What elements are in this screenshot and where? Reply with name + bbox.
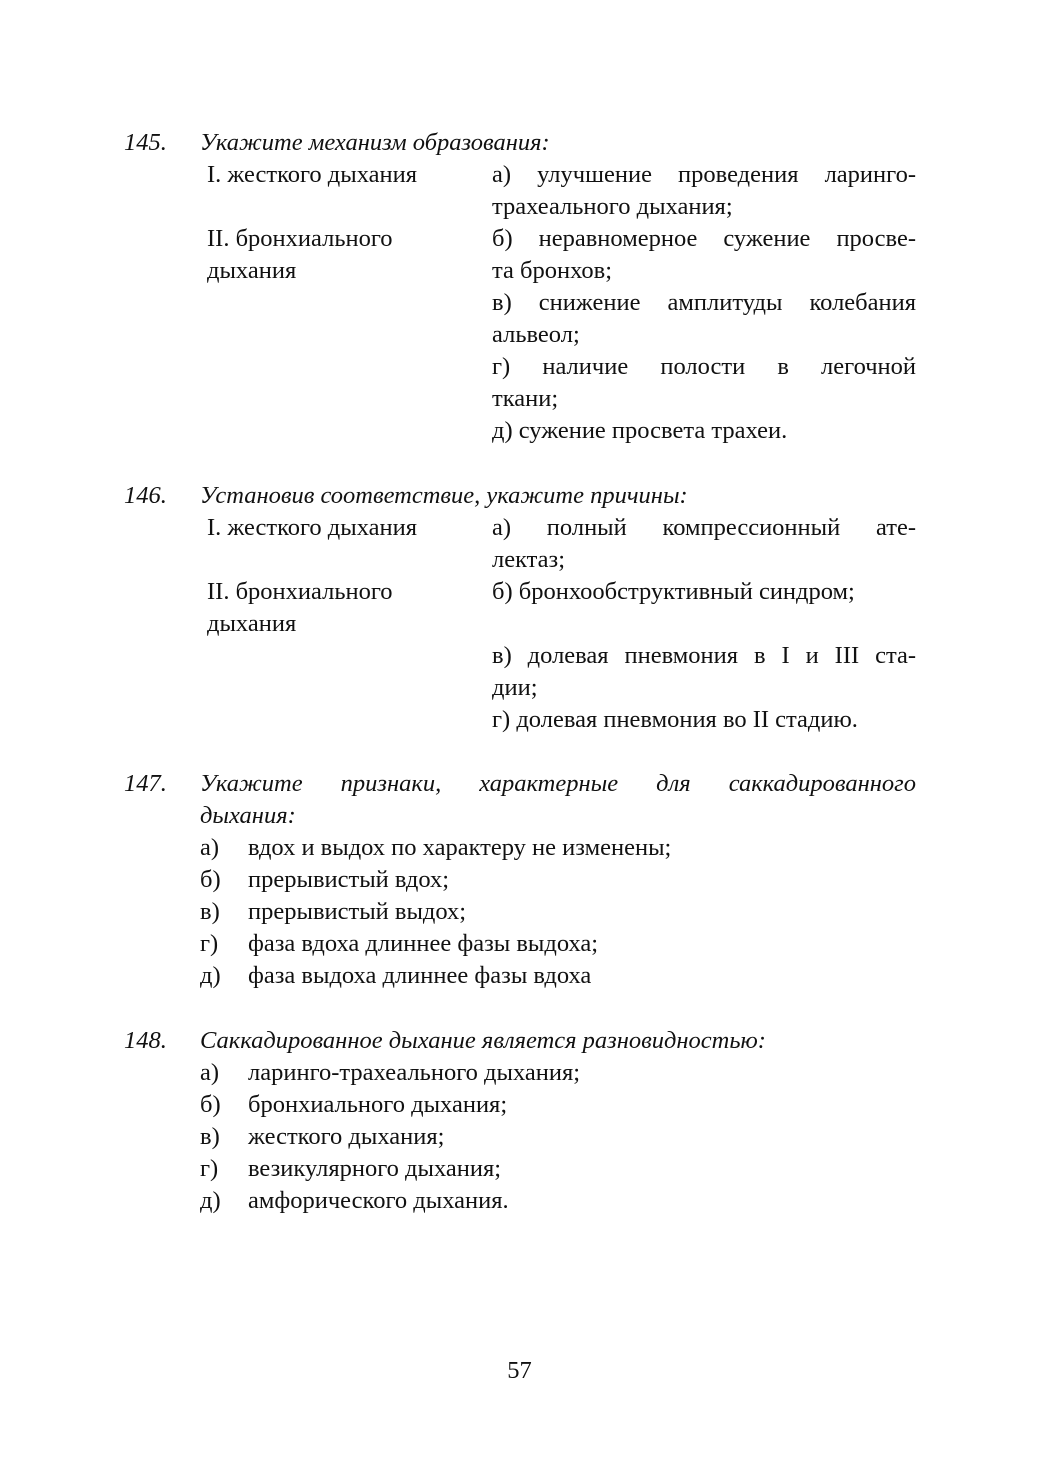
match-row bbox=[0, 223, 1039, 255]
left-item: дыхания bbox=[207, 257, 297, 284]
left-item: I. жесткого дыхания bbox=[207, 514, 418, 541]
option-text: жесткого дыхания; bbox=[248, 1123, 445, 1150]
answer-option bbox=[0, 1057, 1039, 1089]
answer-option bbox=[0, 1185, 1039, 1217]
match-row bbox=[0, 383, 1039, 415]
option-text: прерывистый выдох; bbox=[248, 898, 467, 925]
right-item: в) долевая пневмония в I и III ста- bbox=[492, 642, 916, 669]
left-item: I. жесткого дыхания bbox=[207, 161, 418, 188]
option-text: ларинго-трахеального дыхания; bbox=[248, 1059, 581, 1086]
question-148 bbox=[0, 1025, 1039, 1217]
option-letter: а) bbox=[200, 834, 220, 861]
question-147 bbox=[0, 768, 1039, 992]
answer-option bbox=[0, 1089, 1039, 1121]
right-item: б) неравномерное сужение просве- bbox=[492, 225, 916, 252]
match-row bbox=[0, 159, 1039, 191]
option-text: фаза вдоха длиннее фазы выдоха; bbox=[248, 930, 599, 957]
match-row bbox=[0, 287, 1039, 319]
right-item: та бронхов; bbox=[492, 257, 613, 284]
left-item: дыхания bbox=[207, 610, 297, 637]
question-146 bbox=[0, 480, 1039, 736]
answer-option bbox=[0, 928, 1039, 960]
answer-option bbox=[0, 864, 1039, 896]
question-text-line2: дыхания: bbox=[200, 802, 296, 829]
option-text: везикулярного дыхания; bbox=[248, 1155, 502, 1182]
option-letter: б) bbox=[200, 866, 221, 893]
question-number: 147. bbox=[124, 770, 167, 797]
match-row bbox=[0, 672, 1039, 704]
match-row bbox=[0, 704, 1039, 736]
option-text: прерывистый вдох; bbox=[248, 866, 450, 893]
question-text: Установив соответствие, укажите причины: bbox=[200, 482, 688, 509]
right-item: а) полный компрессионный ате- bbox=[492, 514, 916, 541]
option-letter: в) bbox=[200, 1123, 220, 1150]
question-header bbox=[0, 480, 1039, 512]
option-letter: г) bbox=[200, 930, 219, 957]
option-letter: д) bbox=[200, 962, 221, 989]
right-item: альвеол; bbox=[492, 321, 580, 348]
right-item: б) бронхообструктивный синдром; bbox=[492, 578, 855, 605]
option-letter: в) bbox=[200, 898, 220, 925]
match-row bbox=[0, 319, 1039, 351]
left-item: II. бронхиального bbox=[207, 225, 393, 252]
question-text-line1: Укажите признаки, характерные для саккадированного bbox=[200, 770, 916, 797]
answer-option bbox=[0, 1153, 1039, 1185]
right-item: а) улучшение проведения ларинго- bbox=[492, 161, 916, 188]
question-number: 146. bbox=[124, 482, 167, 509]
match-row bbox=[0, 640, 1039, 672]
match-row bbox=[0, 576, 1039, 608]
page-number: 57 bbox=[507, 1357, 532, 1384]
match-row bbox=[0, 544, 1039, 576]
right-item: дии; bbox=[492, 674, 538, 701]
question-number: 145. bbox=[124, 129, 167, 156]
question-text: Укажите механизм образования: bbox=[200, 129, 550, 156]
left-item: II. бронхиального bbox=[207, 578, 393, 605]
answer-option bbox=[0, 832, 1039, 864]
match-row bbox=[0, 191, 1039, 223]
right-item: г) наличие полости в легочной bbox=[492, 353, 916, 380]
right-item: трахеального дыхания; bbox=[492, 193, 733, 220]
question-header bbox=[0, 127, 1039, 159]
match-row bbox=[0, 351, 1039, 383]
option-text: бронхиального дыхания; bbox=[248, 1091, 508, 1118]
match-row bbox=[0, 608, 1039, 640]
question-number: 148. bbox=[124, 1027, 167, 1054]
option-letter: б) bbox=[200, 1091, 221, 1118]
right-item: ткани; bbox=[492, 385, 559, 412]
option-text: амфорического дыхания. bbox=[248, 1187, 509, 1214]
right-item: в) снижение амплитуды колебания bbox=[492, 289, 916, 316]
answer-option bbox=[0, 896, 1039, 928]
question-header bbox=[0, 1025, 1039, 1057]
option-text: фаза выдоха длиннее фазы вдоха bbox=[248, 962, 592, 989]
match-row bbox=[0, 512, 1039, 544]
question-145 bbox=[0, 127, 1039, 447]
question-text: Саккадированное дыхание является разновидностью: bbox=[200, 1027, 766, 1054]
right-item: г) долевая пневмония во II стадию. bbox=[492, 706, 858, 733]
right-item: д) сужение просвета трахеи. bbox=[492, 417, 788, 444]
question-header bbox=[0, 768, 1039, 832]
answer-option bbox=[0, 1121, 1039, 1153]
option-letter: д) bbox=[200, 1187, 221, 1214]
right-item: лектаз; bbox=[492, 546, 566, 573]
option-letter: г) bbox=[200, 1155, 219, 1182]
option-letter: а) bbox=[200, 1059, 220, 1086]
match-row bbox=[0, 415, 1039, 447]
option-text: вдох и выдох по характеру не изменены; bbox=[248, 834, 672, 861]
answer-option bbox=[0, 960, 1039, 992]
match-row bbox=[0, 255, 1039, 287]
